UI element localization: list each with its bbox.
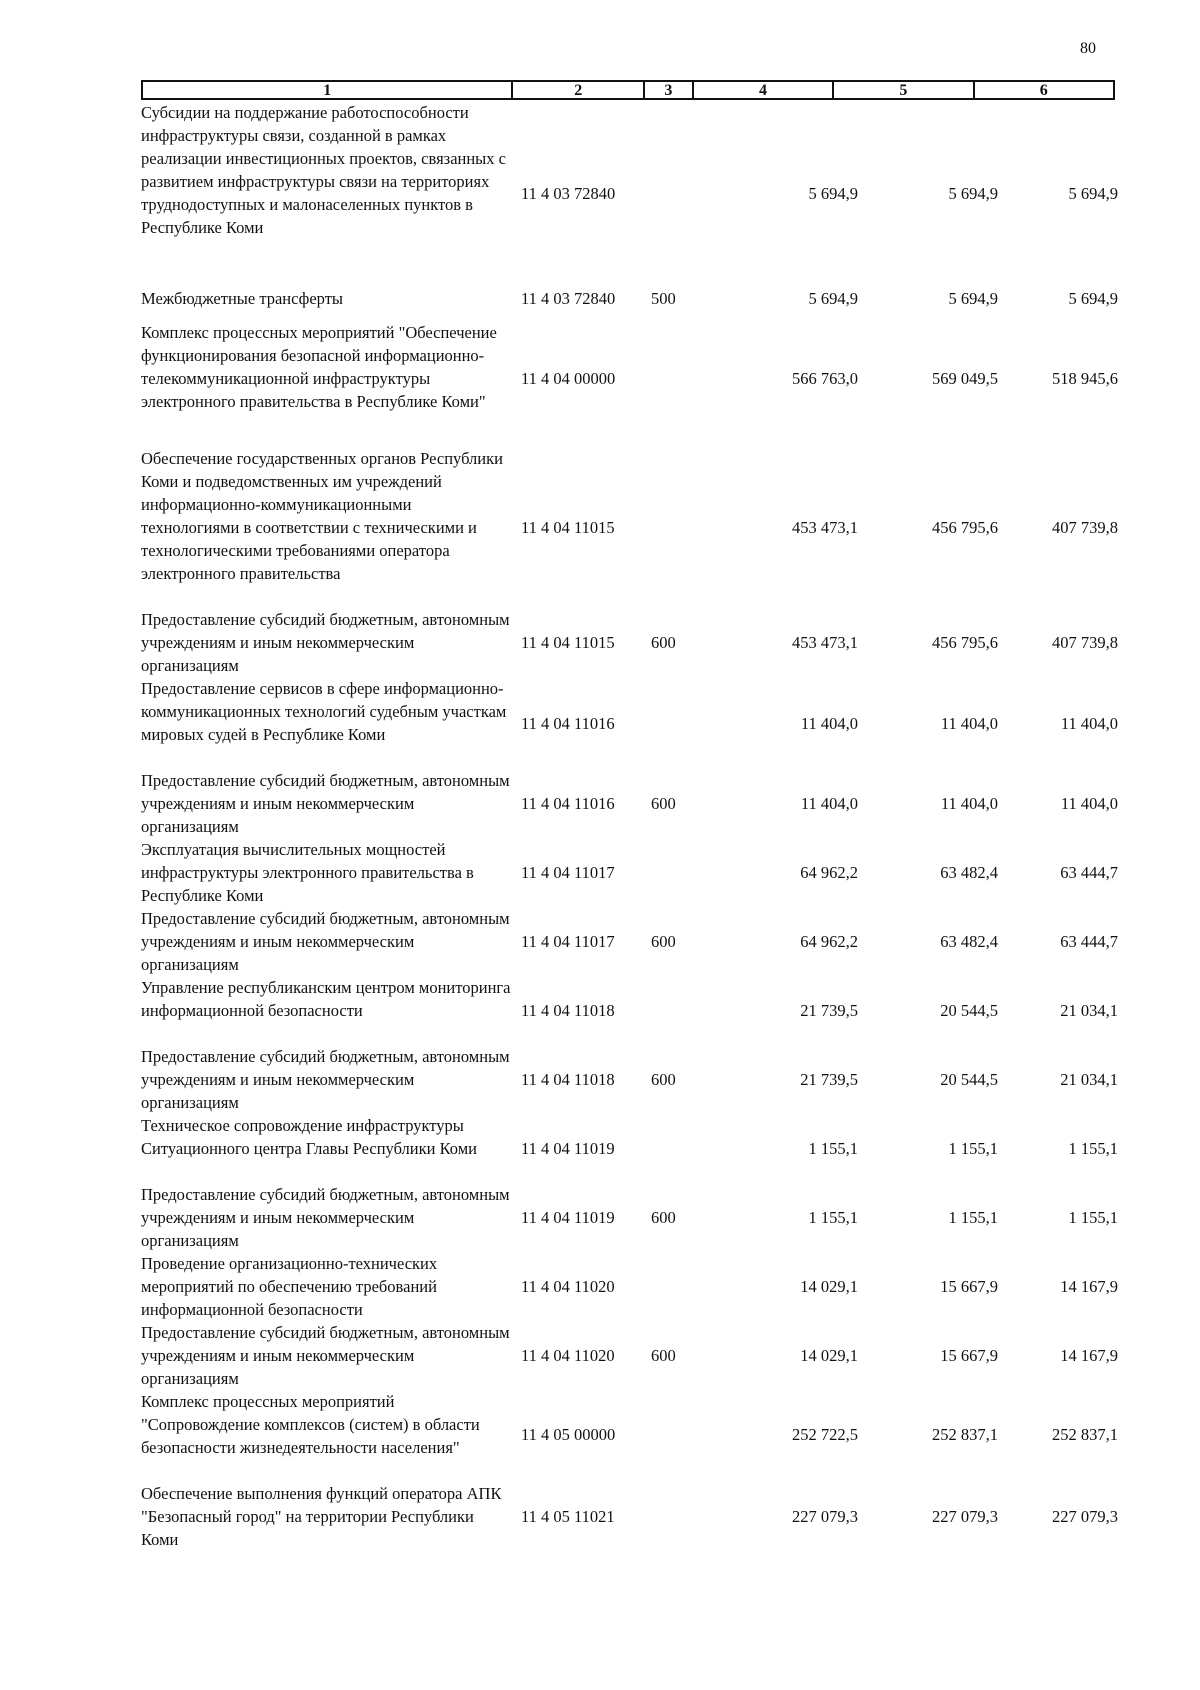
row-expense-type: 600 [651, 633, 676, 652]
row-value-6: 5 694,9 [1068, 289, 1118, 308]
row-description: Проведение организационно-технических мероприятий по обеспечению требований информационной безопасности [141, 1254, 438, 1319]
row-code: 11 4 04 11018 [521, 1070, 615, 1089]
table-row [141, 287, 1116, 310]
row-value-5: 456 795,6 [932, 518, 998, 537]
row-value-4: 453 473,1 [792, 633, 858, 652]
row-value-6: 1 155,1 [1068, 1208, 1118, 1227]
table-row [141, 101, 1118, 237]
row-value-6: 1 155,1 [1068, 1139, 1118, 1158]
row-value-6: 11 404,0 [1060, 714, 1118, 733]
row-description: Предоставление субсидий бюджетным, автономным учреждениям и иным некоммерческим организациям [141, 909, 510, 974]
row-description: Обеспечение государственных органов Республики Коми и подведомственных им учреждений информационно-коммуникационными технологиями в соответствии с техническими и технологическими требованиями оператора электронного правительства [141, 449, 503, 583]
row-value-4: 1 155,1 [808, 1139, 858, 1158]
row-code: 11 4 04 11017 [521, 932, 615, 951]
row-description: Межбюджетные трансферты [141, 289, 344, 308]
table-row [141, 1183, 1116, 1252]
row-value-4: 14 029,1 [800, 1346, 858, 1365]
row-value-6: 14 167,9 [1060, 1346, 1118, 1365]
row-value-5: 1 155,1 [948, 1139, 998, 1158]
table-row [141, 1114, 1116, 1183]
table-row [141, 447, 1116, 608]
row-value-4: 11 404,0 [800, 714, 858, 733]
row-value-5: 1 155,1 [948, 1208, 998, 1227]
header-col-5: 5 [834, 82, 974, 98]
table-row [141, 907, 1116, 976]
row-code: 11 4 04 11015 [521, 633, 615, 652]
row-expense-type: 600 [651, 1070, 676, 1089]
table-row [141, 976, 1116, 1022]
table-row [141, 321, 1116, 436]
row-code: 11 4 04 11016 [521, 794, 615, 813]
row-value-6: 21 034,1 [1060, 1070, 1118, 1089]
row-expense-type: 600 [651, 1208, 676, 1227]
row-value-4: 1 155,1 [808, 1208, 858, 1227]
row-value-6: 227 079,3 [1052, 1507, 1118, 1526]
row-description: Эксплуатация вычислительных мощностей инфраструктуры электронного правительства в Республике Коми [141, 840, 474, 905]
row-value-5: 63 482,4 [940, 863, 998, 882]
row-value-5: 252 837,1 [932, 1425, 998, 1444]
row-description: Предоставление субсидий бюджетным, автономным учреждениям и иным некоммерческим организациям [141, 771, 510, 836]
table-row [141, 677, 1116, 769]
row-code: 11 4 03 72840 [521, 289, 616, 308]
row-value-5: 11 404,0 [940, 714, 998, 733]
row-code: 11 4 05 00000 [521, 1425, 616, 1444]
header-col-4: 4 [694, 82, 834, 98]
row-code: 11 4 04 11019 [521, 1208, 615, 1227]
row-value-5: 15 667,9 [940, 1346, 998, 1365]
row-description: Управление республиканским центром мониторинга информационной безопасности [141, 978, 511, 1020]
row-value-6: 14 167,9 [1060, 1277, 1118, 1296]
row-value-6: 5 694,9 [1068, 184, 1118, 203]
row-description: Техническое сопровождение инфраструктуры Ситуационного центра Главы Республики Коми [141, 1116, 477, 1158]
row-value-6: 518 945,6 [1052, 369, 1118, 388]
table-row [141, 608, 1116, 677]
row-code: 11 4 04 11020 [521, 1277, 615, 1296]
header-col-1: 1 [143, 82, 513, 98]
row-value-4: 5 694,9 [808, 289, 858, 308]
row-description: Комплекс процессных мероприятий "Сопровождение комплексов (систем) в области безопасности жизнедеятельности населения" [141, 1392, 480, 1457]
row-code: 11 4 04 11018 [521, 1001, 615, 1020]
row-code: 11 4 04 11016 [521, 714, 615, 733]
header-col-3: 3 [645, 82, 694, 98]
row-value-6: 407 739,8 [1052, 518, 1118, 537]
row-value-5: 15 667,9 [940, 1277, 998, 1296]
row-value-5: 5 694,9 [948, 184, 998, 203]
row-value-5: 63 482,4 [940, 932, 998, 951]
row-code: 11 4 04 11020 [521, 1346, 615, 1365]
row-value-4: 21 739,5 [800, 1070, 858, 1089]
row-expense-type: 600 [651, 932, 676, 951]
row-value-5: 20 544,5 [940, 1001, 998, 1020]
table-row [141, 769, 1116, 838]
row-expense-type: 600 [651, 794, 676, 813]
row-code: 11 4 04 11019 [521, 1139, 615, 1158]
row-value-6: 63 444,7 [1060, 932, 1118, 951]
row-value-4: 14 029,1 [800, 1277, 858, 1296]
row-description: Предоставление субсидий бюджетным, автономным учреждениям и иным некоммерческим организациям [141, 1047, 510, 1112]
row-value-6: 21 034,1 [1060, 1001, 1118, 1020]
row-description: Предоставление сервисов в сфере информационно-коммуникационных технологий судебным участкам мировых судей в Республике Коми [141, 679, 507, 744]
row-value-6: 63 444,7 [1060, 863, 1118, 882]
table-row [141, 1482, 1116, 1551]
row-value-4: 21 739,5 [800, 1001, 858, 1020]
table-header [141, 80, 1115, 100]
row-value-5: 20 544,5 [940, 1070, 998, 1089]
row-expense-type: 600 [651, 1346, 676, 1365]
row-value-4: 227 079,3 [792, 1507, 858, 1526]
row-value-4: 64 962,2 [800, 863, 858, 882]
table-row [141, 1045, 1116, 1114]
row-value-5: 11 404,0 [940, 794, 998, 813]
row-code: 11 4 04 11017 [521, 863, 615, 882]
row-value-6: 252 837,1 [1052, 1425, 1118, 1444]
row-value-4: 5 694,9 [808, 184, 858, 203]
row-value-5: 227 079,3 [932, 1507, 998, 1526]
row-value-5: 5 694,9 [948, 289, 998, 308]
row-code: 11 4 04 00000 [521, 369, 616, 388]
row-expense-type: 500 [651, 289, 676, 308]
row-value-4: 11 404,0 [800, 794, 858, 813]
table-row [141, 1321, 1116, 1390]
row-code: 11 4 04 11015 [521, 518, 615, 537]
page-number: 80 [1080, 40, 1096, 57]
row-description: Обеспечение выполнения функций оператора АПК "Безопасный город" на территории Республики Коми [141, 1484, 502, 1549]
row-value-6: 11 404,0 [1060, 794, 1118, 813]
row-description: Комплекс процессных мероприятий "Обеспечение функционирования безопасной информационно-телекоммуникационной инфраструктуры электронного правительства в Республике Коми" [141, 323, 497, 411]
row-value-5: 456 795,6 [932, 633, 998, 652]
row-value-5: 569 049,5 [932, 369, 998, 388]
row-description: Предоставление субсидий бюджетным, автономным учреждениям и иным некоммерческим организациям [141, 1185, 510, 1250]
row-value-4: 252 722,5 [792, 1425, 858, 1444]
table-row [141, 838, 1116, 907]
row-value-4: 64 962,2 [800, 932, 858, 951]
row-description: Предоставление субсидий бюджетным, автономным учреждениям и иным некоммерческим организациям [141, 1323, 510, 1388]
row-value-4: 566 763,0 [792, 369, 858, 388]
table-row [141, 1252, 1116, 1321]
table-row [141, 1390, 1116, 1482]
row-description: Субсидии на поддержание работоспособности инфраструктуры связи, созданной в рамках реализации инвестиционных проектов, связанных с развитием инфраструктуры связи на территориях труднодоступных и малонаселенных пунктов в Республике Коми [141, 103, 506, 237]
row-value-4: 453 473,1 [792, 518, 858, 537]
row-code: 11 4 03 72840 [521, 184, 616, 203]
header-col-2: 2 [513, 82, 644, 98]
row-code: 11 4 05 11021 [521, 1507, 615, 1526]
row-value-6: 407 739,8 [1052, 633, 1118, 652]
row-description: Предоставление субсидий бюджетным, автономным учреждениям и иным некоммерческим организациям [141, 610, 510, 675]
header-col-6: 6 [1039, 82, 1048, 99]
